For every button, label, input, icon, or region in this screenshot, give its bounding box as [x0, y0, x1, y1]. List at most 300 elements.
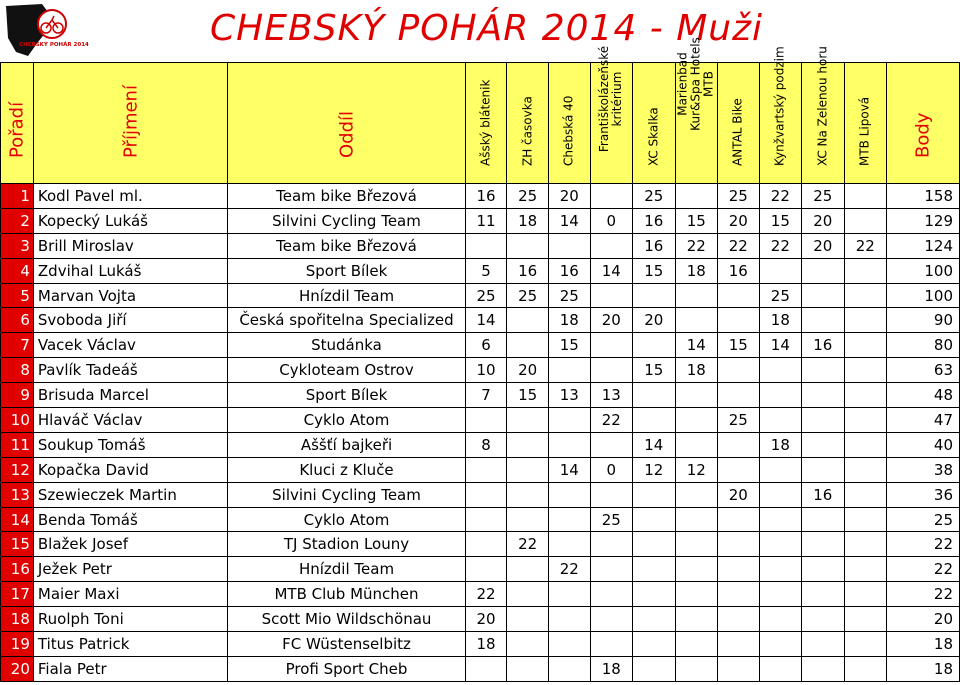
- name-cell: Brill Miroslav: [33, 233, 227, 258]
- table-row: [1, 233, 960, 258]
- club-cell: Hnízdil Team: [228, 283, 466, 308]
- score-cell: [844, 607, 886, 632]
- table-row: [1, 532, 960, 557]
- score-cell: [718, 308, 760, 333]
- score-cell: 15: [675, 208, 717, 233]
- total-cell: 18: [887, 632, 960, 657]
- club-cell: Sport Bílek: [228, 258, 466, 283]
- score-cell: [718, 383, 760, 408]
- rank-cell: 1: [1, 184, 34, 209]
- score-cell: [718, 582, 760, 607]
- score-cell: [590, 557, 632, 582]
- score-cell: [718, 457, 760, 482]
- score-cell: [675, 184, 717, 209]
- table-row: [1, 408, 960, 433]
- score-cell: [507, 333, 549, 358]
- table-row: [1, 208, 960, 233]
- score-cell: [718, 358, 760, 383]
- club-cell: Silvini Cycling Team: [228, 482, 466, 507]
- score-cell: 12: [633, 457, 675, 482]
- score-cell: [759, 408, 801, 433]
- header-row: [1, 63, 960, 184]
- score-cell: [590, 233, 632, 258]
- score-cell: 20: [633, 308, 675, 333]
- name-cell: Kodl Pavel ml.: [33, 184, 227, 209]
- score-cell: 13: [548, 383, 590, 408]
- table-row: [1, 607, 960, 632]
- score-cell: [675, 507, 717, 532]
- club-cell: Sport Bílek: [228, 383, 466, 408]
- score-cell: [675, 532, 717, 557]
- rank-cell: 6: [1, 308, 34, 333]
- score-cell: [507, 308, 549, 333]
- score-cell: [844, 184, 886, 209]
- score-cell: [465, 507, 507, 532]
- score-cell: 15: [633, 258, 675, 283]
- score-cell: [759, 482, 801, 507]
- score-cell: 22: [675, 233, 717, 258]
- score-cell: 22: [507, 532, 549, 557]
- score-cell: 25: [507, 283, 549, 308]
- score-cell: 14: [465, 308, 507, 333]
- rank-cell: 18: [1, 607, 34, 632]
- score-cell: 22: [759, 184, 801, 209]
- score-cell: [633, 507, 675, 532]
- score-cell: [802, 507, 844, 532]
- score-cell: [844, 383, 886, 408]
- score-cell: [590, 333, 632, 358]
- total-cell: 80: [887, 333, 960, 358]
- score-cell: [844, 482, 886, 507]
- score-cell: [759, 656, 801, 681]
- score-cell: 20: [548, 184, 590, 209]
- rank-cell: 11: [1, 432, 34, 457]
- score-cell: [802, 308, 844, 333]
- score-cell: 25: [718, 408, 760, 433]
- score-cell: 18: [548, 308, 590, 333]
- rank-cell: 14: [1, 507, 34, 532]
- score-cell: [844, 333, 886, 358]
- table-row: [1, 184, 960, 209]
- name-cell: Marvan Vojta: [33, 283, 227, 308]
- score-cell: 14: [548, 208, 590, 233]
- score-cell: [844, 656, 886, 681]
- score-cell: [759, 258, 801, 283]
- score-cell: 20: [802, 208, 844, 233]
- club-cell: Aššťí bajkeři: [228, 432, 466, 457]
- score-cell: 14: [675, 333, 717, 358]
- club-cell: Cyklo Atom: [228, 408, 466, 433]
- col-race-header: XC Na Zelenou horu: [802, 63, 844, 184]
- name-cell: Brisuda Marcel: [33, 383, 227, 408]
- club-cell: Hnízdil Team: [228, 557, 466, 582]
- total-cell: 36: [887, 482, 960, 507]
- total-cell: 25: [887, 507, 960, 532]
- club-cell: MTB Club München: [228, 582, 466, 607]
- score-cell: [802, 656, 844, 681]
- score-cell: 16: [802, 482, 844, 507]
- score-cell: [590, 184, 632, 209]
- score-cell: 16: [465, 184, 507, 209]
- score-cell: [802, 557, 844, 582]
- score-cell: [507, 632, 549, 657]
- name-cell: Pavlík Tadeáš: [33, 358, 227, 383]
- score-cell: 10: [465, 358, 507, 383]
- score-cell: 25: [548, 283, 590, 308]
- col-total-header: Body: [887, 63, 960, 184]
- score-cell: [675, 408, 717, 433]
- score-cell: [590, 582, 632, 607]
- club-cell: TJ Stadion Louny: [228, 532, 466, 557]
- rank-cell: 17: [1, 582, 34, 607]
- score-cell: 22: [590, 408, 632, 433]
- score-cell: [675, 656, 717, 681]
- score-cell: [759, 383, 801, 408]
- name-cell: Ježek Petr: [33, 557, 227, 582]
- name-cell: Szewieczek Martin: [33, 482, 227, 507]
- score-cell: 20: [465, 607, 507, 632]
- score-cell: 8: [465, 432, 507, 457]
- name-cell: Titus Patrick: [33, 632, 227, 657]
- score-cell: 16: [507, 258, 549, 283]
- col-race-header: ZH časovka: [507, 63, 549, 184]
- col-race-header: Ašský blátenik: [465, 63, 507, 184]
- score-cell: 16: [633, 208, 675, 233]
- score-cell: [675, 632, 717, 657]
- rank-cell: 10: [1, 408, 34, 433]
- score-cell: [507, 482, 549, 507]
- score-cell: [548, 532, 590, 557]
- table-row: [1, 283, 960, 308]
- score-cell: [633, 283, 675, 308]
- col-race-header: Chebská 40: [548, 63, 590, 184]
- score-cell: 16: [633, 233, 675, 258]
- table-row: [1, 258, 960, 283]
- score-cell: [675, 582, 717, 607]
- table-row: [1, 656, 960, 681]
- score-cell: 15: [548, 333, 590, 358]
- score-cell: 25: [759, 283, 801, 308]
- total-cell: 158: [887, 184, 960, 209]
- score-cell: [675, 432, 717, 457]
- col-race-header: Marienbad Kur&Spa Hotels MTB: [675, 63, 717, 184]
- rank-cell: 5: [1, 283, 34, 308]
- score-cell: 6: [465, 333, 507, 358]
- name-cell: Fiala Petr: [33, 656, 227, 681]
- score-cell: 16: [718, 258, 760, 283]
- table-row: [1, 457, 960, 482]
- score-cell: [633, 482, 675, 507]
- score-cell: 7: [465, 383, 507, 408]
- score-cell: [759, 532, 801, 557]
- score-cell: [507, 432, 549, 457]
- club-cell: Kluci z Kluče: [228, 457, 466, 482]
- score-cell: 15: [507, 383, 549, 408]
- score-cell: 22: [759, 233, 801, 258]
- score-cell: [465, 557, 507, 582]
- score-cell: 18: [507, 208, 549, 233]
- score-cell: [844, 557, 886, 582]
- score-cell: [465, 408, 507, 433]
- total-cell: 124: [887, 233, 960, 258]
- score-cell: 18: [759, 432, 801, 457]
- score-cell: [802, 258, 844, 283]
- score-cell: 18: [759, 308, 801, 333]
- score-cell: [802, 532, 844, 557]
- col-race-header: Františkolázeňské kritérium: [590, 63, 632, 184]
- col-race-header: MTB Lipová: [844, 63, 886, 184]
- rank-cell: 15: [1, 532, 34, 557]
- club-cell: FC Wüstenselbitz: [228, 632, 466, 657]
- score-cell: 18: [675, 258, 717, 283]
- score-cell: [465, 656, 507, 681]
- score-cell: [548, 656, 590, 681]
- club-cell: Studánka: [228, 333, 466, 358]
- name-cell: Vacek Václav: [33, 333, 227, 358]
- score-cell: 16: [802, 333, 844, 358]
- total-cell: 129: [887, 208, 960, 233]
- score-cell: [675, 557, 717, 582]
- name-cell: Blažek Josef: [33, 532, 227, 557]
- total-cell: 18: [887, 656, 960, 681]
- score-cell: 22: [844, 233, 886, 258]
- score-cell: [590, 432, 632, 457]
- score-cell: [633, 383, 675, 408]
- page-title: CHEBSKÝ POHÁR 2014 - Muži: [210, 8, 764, 49]
- score-cell: [507, 656, 549, 681]
- score-cell: [507, 457, 549, 482]
- rank-cell: 8: [1, 358, 34, 383]
- score-cell: [759, 582, 801, 607]
- total-cell: 22: [887, 582, 960, 607]
- score-cell: 22: [465, 582, 507, 607]
- score-cell: 25: [802, 184, 844, 209]
- total-cell: 22: [887, 557, 960, 582]
- table-row: [1, 383, 960, 408]
- rank-cell: 9: [1, 383, 34, 408]
- score-cell: [507, 582, 549, 607]
- score-cell: [633, 408, 675, 433]
- score-cell: [633, 532, 675, 557]
- score-cell: 11: [465, 208, 507, 233]
- club-cell: Cykloteam Ostrov: [228, 358, 466, 383]
- score-cell: [465, 532, 507, 557]
- score-cell: [718, 557, 760, 582]
- score-cell: [718, 632, 760, 657]
- total-cell: 100: [887, 283, 960, 308]
- score-cell: [844, 582, 886, 607]
- score-cell: [759, 457, 801, 482]
- name-cell: Kopačka David: [33, 457, 227, 482]
- rank-cell: 19: [1, 632, 34, 657]
- table-row: [1, 333, 960, 358]
- score-cell: 25: [633, 184, 675, 209]
- score-cell: 20: [802, 233, 844, 258]
- score-cell: [507, 607, 549, 632]
- score-cell: [548, 432, 590, 457]
- total-cell: 100: [887, 258, 960, 283]
- score-cell: [465, 482, 507, 507]
- score-cell: [718, 656, 760, 681]
- score-cell: [718, 532, 760, 557]
- total-cell: 90: [887, 308, 960, 333]
- score-cell: [548, 408, 590, 433]
- score-cell: [844, 507, 886, 532]
- score-cell: [633, 656, 675, 681]
- score-cell: 25: [718, 184, 760, 209]
- score-cell: [802, 582, 844, 607]
- score-cell: [633, 632, 675, 657]
- name-cell: Zdvihal Lukáš: [33, 258, 227, 283]
- score-cell: [802, 283, 844, 308]
- score-cell: [844, 283, 886, 308]
- score-cell: [759, 557, 801, 582]
- score-cell: 18: [465, 632, 507, 657]
- table-row: [1, 582, 960, 607]
- score-cell: [802, 358, 844, 383]
- score-cell: 14: [590, 258, 632, 283]
- score-cell: 22: [718, 233, 760, 258]
- name-cell: Hlaváč Václav: [33, 408, 227, 433]
- score-cell: 0: [590, 208, 632, 233]
- total-cell: 22: [887, 532, 960, 557]
- name-cell: Ruolph Toni: [33, 607, 227, 632]
- rank-cell: 2: [1, 208, 34, 233]
- score-cell: 15: [718, 333, 760, 358]
- table-row: [1, 557, 960, 582]
- score-cell: [675, 482, 717, 507]
- total-cell: 48: [887, 383, 960, 408]
- score-cell: 18: [675, 358, 717, 383]
- total-cell: 63: [887, 358, 960, 383]
- score-cell: [465, 233, 507, 258]
- table-row: [1, 507, 960, 532]
- score-cell: [507, 233, 549, 258]
- score-cell: 14: [759, 333, 801, 358]
- score-cell: [844, 632, 886, 657]
- score-cell: [507, 507, 549, 532]
- score-cell: [802, 408, 844, 433]
- table-row: [1, 358, 960, 383]
- score-cell: [675, 607, 717, 632]
- score-cell: 20: [718, 482, 760, 507]
- score-cell: [590, 482, 632, 507]
- score-cell: [802, 383, 844, 408]
- score-cell: [590, 632, 632, 657]
- score-cell: 12: [675, 457, 717, 482]
- score-cell: 18: [590, 656, 632, 681]
- score-cell: [590, 607, 632, 632]
- club-cell: Česká spořitelna Specialized: [228, 308, 466, 333]
- score-cell: [548, 358, 590, 383]
- score-cell: [844, 208, 886, 233]
- club-cell: Silvini Cycling Team: [228, 208, 466, 233]
- score-cell: [548, 632, 590, 657]
- score-cell: [844, 358, 886, 383]
- score-cell: [844, 408, 886, 433]
- total-cell: 20: [887, 607, 960, 632]
- cup-logo-icon: [2, 2, 89, 60]
- score-cell: 14: [633, 432, 675, 457]
- score-cell: [548, 507, 590, 532]
- score-cell: [590, 358, 632, 383]
- col-race-header: Kynžvartský podzim: [759, 63, 801, 184]
- club-cell: Scott Mio Wildschönau: [228, 607, 466, 632]
- score-cell: 22: [548, 557, 590, 582]
- rank-cell: 16: [1, 557, 34, 582]
- score-cell: [844, 457, 886, 482]
- score-cell: [633, 333, 675, 358]
- rank-cell: 12: [1, 457, 34, 482]
- score-cell: 5: [465, 258, 507, 283]
- table-row: [1, 432, 960, 457]
- score-cell: [675, 283, 717, 308]
- score-cell: [759, 507, 801, 532]
- name-cell: Kopecký Lukáš: [33, 208, 227, 233]
- score-cell: [802, 607, 844, 632]
- score-cell: [718, 607, 760, 632]
- rank-cell: 4: [1, 258, 34, 283]
- table-row: [1, 308, 960, 333]
- total-cell: 38: [887, 457, 960, 482]
- score-cell: 15: [633, 358, 675, 383]
- score-cell: [759, 358, 801, 383]
- name-cell: Benda Tomáš: [33, 507, 227, 532]
- score-cell: 20: [590, 308, 632, 333]
- score-cell: 25: [507, 184, 549, 209]
- score-cell: [507, 557, 549, 582]
- total-cell: 40: [887, 432, 960, 457]
- score-cell: [718, 283, 760, 308]
- score-cell: [802, 457, 844, 482]
- col-club-header: Oddíl: [228, 63, 466, 184]
- score-cell: 25: [590, 507, 632, 532]
- club-cell: Profi Sport Cheb: [228, 656, 466, 681]
- score-cell: [548, 482, 590, 507]
- score-cell: 20: [507, 358, 549, 383]
- col-rank-header: Pořadí: [1, 63, 34, 184]
- score-cell: [590, 283, 632, 308]
- col-name-header: Příjmení: [33, 63, 227, 184]
- col-race-header: ANTAL Bike: [718, 63, 760, 184]
- score-cell: [759, 607, 801, 632]
- score-cell: 13: [590, 383, 632, 408]
- score-cell: [675, 383, 717, 408]
- table-row: [1, 632, 960, 657]
- score-cell: 20: [718, 208, 760, 233]
- score-cell: 25: [465, 283, 507, 308]
- name-cell: Svoboda Jiří: [33, 308, 227, 333]
- table-row: [1, 482, 960, 507]
- score-cell: 0: [590, 457, 632, 482]
- club-cell: Team bike Březová: [228, 233, 466, 258]
- score-cell: [675, 308, 717, 333]
- score-cell: 14: [548, 457, 590, 482]
- score-cell: [633, 582, 675, 607]
- score-cell: [759, 632, 801, 657]
- results-body: [1, 184, 960, 682]
- score-cell: [633, 557, 675, 582]
- col-race-header: XC Skalka: [633, 63, 675, 184]
- rank-cell: 20: [1, 656, 34, 681]
- score-cell: [844, 258, 886, 283]
- rank-cell: 7: [1, 333, 34, 358]
- logo-text: CHEBSKÝ POHÁR 2014: [19, 42, 89, 48]
- score-cell: [844, 532, 886, 557]
- score-cell: [548, 582, 590, 607]
- score-cell: [718, 507, 760, 532]
- rank-cell: 3: [1, 233, 34, 258]
